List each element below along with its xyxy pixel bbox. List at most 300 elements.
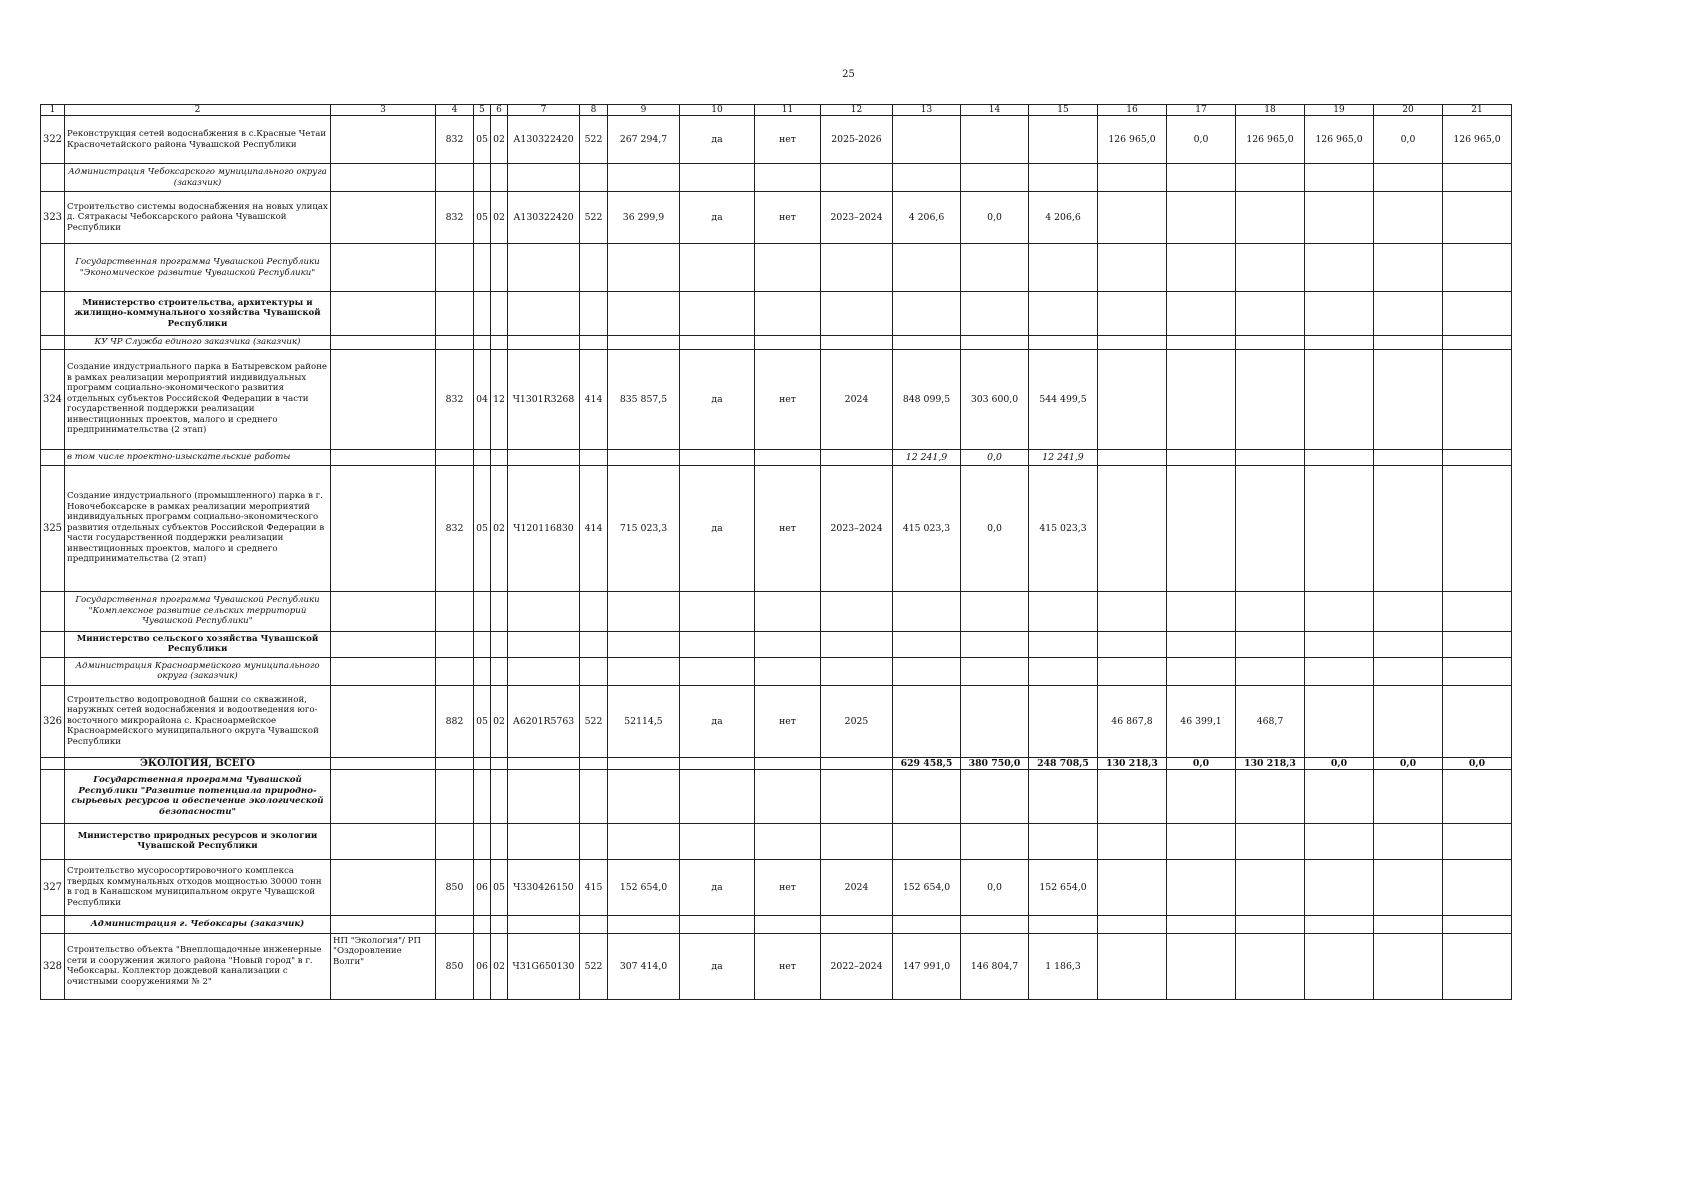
cell (1167, 164, 1236, 192)
cell (1098, 449, 1167, 465)
cell (1374, 859, 1443, 915)
cell (491, 769, 508, 823)
cell (755, 915, 821, 933)
cell: 307 414,0 (608, 933, 680, 999)
row-project (331, 449, 436, 465)
column-header: 10 (680, 105, 755, 116)
row-project (331, 292, 436, 336)
row-description: Строительство мусоросортировочного комплекса твердых коммунальных отходов мощностью 30000 тонн в год в Канашском муниципальном округе Чувашской Республики (65, 859, 331, 915)
cell (1305, 292, 1374, 336)
table-row (41, 244, 1512, 292)
cell (755, 631, 821, 657)
cell (1236, 465, 1305, 591)
cell (1374, 449, 1443, 465)
cell (821, 631, 893, 657)
cell (680, 292, 755, 336)
cell (893, 823, 961, 859)
cell: 303 600,0 (961, 349, 1029, 449)
row-project (331, 244, 436, 292)
cell (474, 449, 491, 465)
cell (1167, 465, 1236, 591)
cell (580, 449, 608, 465)
cell (1374, 823, 1443, 859)
cell (1305, 657, 1374, 685)
cell (1305, 449, 1374, 465)
cell (755, 336, 821, 350)
cell (1305, 769, 1374, 823)
row-number: 324 (41, 349, 65, 449)
cell (474, 244, 491, 292)
cell (1443, 933, 1512, 999)
cell (580, 244, 608, 292)
cell (821, 657, 893, 685)
cell (1098, 631, 1167, 657)
cell (1443, 465, 1512, 591)
cell (491, 591, 508, 631)
cell: 46 399,1 (1167, 685, 1236, 757)
cell (893, 591, 961, 631)
column-header: 19 (1305, 105, 1374, 116)
cell: 2023–2024 (821, 465, 893, 591)
cell (1236, 769, 1305, 823)
row-description: Государственная программа Чувашской Республики "Комплексное развитие сельских территорий Чувашской Республики" (65, 591, 331, 631)
cell: 4 206,6 (893, 192, 961, 244)
cell (580, 164, 608, 192)
cell: нет (755, 192, 821, 244)
cell (608, 244, 680, 292)
row-number (41, 244, 65, 292)
investment-objects-table (40, 104, 1512, 1000)
table-row (41, 465, 1512, 591)
cell (608, 823, 680, 859)
table-row (41, 769, 1512, 823)
cell (508, 591, 580, 631)
cell: Ч330426150 (508, 859, 580, 915)
cell (580, 336, 608, 350)
column-header: 6 (491, 105, 508, 116)
cell: нет (755, 859, 821, 915)
cell: 267 294,7 (608, 116, 680, 164)
cell: нет (755, 933, 821, 999)
cell (1374, 657, 1443, 685)
cell (1443, 336, 1512, 350)
cell (491, 657, 508, 685)
cell (1374, 292, 1443, 336)
cell (1098, 591, 1167, 631)
cell (821, 292, 893, 336)
cell (1305, 244, 1374, 292)
cell: 522 (580, 116, 608, 164)
cell (436, 164, 474, 192)
cell: да (680, 349, 755, 449)
cell: да (680, 933, 755, 999)
column-header: 12 (821, 105, 893, 116)
cell (1236, 449, 1305, 465)
cell (1029, 823, 1098, 859)
cell (508, 244, 580, 292)
row-project (331, 757, 436, 769)
cell (755, 292, 821, 336)
row-description: Администрация г. Чебоксары (заказчик) (65, 915, 331, 933)
cell (508, 292, 580, 336)
row-number: 325 (41, 465, 65, 591)
row-number (41, 769, 65, 823)
cell (1029, 244, 1098, 292)
cell (680, 915, 755, 933)
cell (755, 823, 821, 859)
cell: 415 023,3 (893, 465, 961, 591)
cell (491, 336, 508, 350)
cell (491, 292, 508, 336)
cell: 2025-2026 (821, 116, 893, 164)
row-description: Строительство объекта "Внеплощадочные инженерные сети и сооружения жилого района "Новый город" в г. Чебоксары. Коллектор дождевой канализации с очистными сооружениями № 2" (65, 933, 331, 999)
cell (580, 823, 608, 859)
cell: 715 023,3 (608, 465, 680, 591)
row-project (331, 657, 436, 685)
row-description: Администрация Чебоксарского муниципального округа (заказчик) (65, 164, 331, 192)
cell (436, 757, 474, 769)
cell (608, 657, 680, 685)
cell (1305, 823, 1374, 859)
cell (1029, 685, 1098, 757)
cell (1167, 769, 1236, 823)
cell: 850 (436, 933, 474, 999)
row-description: Министерство сельского хозяйства Чувашской Республики (65, 631, 331, 657)
column-header: 1 (41, 105, 65, 116)
cell: 2023–2024 (821, 192, 893, 244)
cell (474, 657, 491, 685)
cell (508, 823, 580, 859)
cell (1443, 164, 1512, 192)
cell (1374, 244, 1443, 292)
cell (1167, 591, 1236, 631)
cell (491, 823, 508, 859)
cell (1443, 685, 1512, 757)
cell (1167, 292, 1236, 336)
cell: 0,0 (1305, 757, 1374, 769)
cell (1167, 192, 1236, 244)
table-row (41, 685, 1512, 757)
row-project (331, 915, 436, 933)
column-header: 9 (608, 105, 680, 116)
cell (961, 657, 1029, 685)
cell (1374, 915, 1443, 933)
cell: да (680, 116, 755, 164)
cell (1443, 769, 1512, 823)
cell (1374, 465, 1443, 591)
cell (1305, 465, 1374, 591)
cell: Ч31G650130 (508, 933, 580, 999)
cell (961, 823, 1029, 859)
cell: 882 (436, 685, 474, 757)
cell (1236, 244, 1305, 292)
cell (508, 915, 580, 933)
cell (580, 631, 608, 657)
cell: 4 206,6 (1029, 192, 1098, 244)
cell: 848 099,5 (893, 349, 961, 449)
column-header: 8 (580, 105, 608, 116)
column-header: 2 (65, 105, 331, 116)
cell (961, 591, 1029, 631)
cell: 152 654,0 (608, 859, 680, 915)
cell: 248 708,5 (1029, 757, 1098, 769)
cell (893, 915, 961, 933)
row-project (331, 116, 436, 164)
cell: 380 750,0 (961, 757, 1029, 769)
table-row (41, 449, 1512, 465)
table-row (41, 164, 1512, 192)
column-header: 14 (961, 105, 1029, 116)
cell: 02 (491, 192, 508, 244)
cell (1029, 164, 1098, 192)
cell (1029, 116, 1098, 164)
row-description: Создание индустриального парка в Батыревском районе в рамках реализации мероприятий индивидуальных программ социально-экономического развития отдельных субъектов Российской Федерации в части государственной поддержки реализации инвестиционных проектов, малого и среднего предпринимательства (2 этап) (65, 349, 331, 449)
cell (1098, 657, 1167, 685)
row-number (41, 631, 65, 657)
cell: 414 (580, 465, 608, 591)
row-description: Министерство природных ресурсов и экологии Чувашской Республики (65, 823, 331, 859)
cell (680, 244, 755, 292)
cell (1167, 823, 1236, 859)
cell (1443, 449, 1512, 465)
cell (436, 769, 474, 823)
cell: 05 (474, 116, 491, 164)
cell (608, 915, 680, 933)
cell (1098, 244, 1167, 292)
row-number (41, 591, 65, 631)
table-row (41, 292, 1512, 336)
cell (1098, 164, 1167, 192)
cell: 152 654,0 (893, 859, 961, 915)
cell (1374, 192, 1443, 244)
cell (491, 915, 508, 933)
cell (1443, 657, 1512, 685)
cell (821, 757, 893, 769)
cell: 05 (474, 685, 491, 757)
row-project (331, 349, 436, 449)
row-number (41, 657, 65, 685)
row-number: 322 (41, 116, 65, 164)
cell (1167, 657, 1236, 685)
cell (1167, 915, 1236, 933)
cell (491, 164, 508, 192)
cell (580, 591, 608, 631)
cell (508, 449, 580, 465)
row-number (41, 292, 65, 336)
cell (436, 915, 474, 933)
column-header: 4 (436, 105, 474, 116)
cell (608, 757, 680, 769)
table-row (41, 757, 1512, 769)
cell: 850 (436, 859, 474, 915)
cell: 0,0 (1374, 757, 1443, 769)
cell (1374, 591, 1443, 631)
cell (508, 657, 580, 685)
table-row (41, 116, 1512, 164)
cell: 0,0 (1443, 757, 1512, 769)
column-header: 18 (1236, 105, 1305, 116)
cell (436, 631, 474, 657)
table-row (41, 657, 1512, 685)
cell: 0,0 (1167, 757, 1236, 769)
cell (680, 449, 755, 465)
page-number: 25 (842, 69, 855, 80)
column-header: 5 (474, 105, 491, 116)
row-description: Государственная программа Чувашской Республики "Экономическое развитие Чувашской Республики" (65, 244, 331, 292)
table-row (41, 591, 1512, 631)
cell: да (680, 192, 755, 244)
row-number (41, 449, 65, 465)
cell: да (680, 685, 755, 757)
cell (1305, 164, 1374, 192)
cell (755, 657, 821, 685)
cell (1167, 631, 1236, 657)
cell (1305, 915, 1374, 933)
cell: 0,0 (1167, 116, 1236, 164)
row-number: 326 (41, 685, 65, 757)
cell (1167, 336, 1236, 350)
cell (1236, 915, 1305, 933)
cell (1236, 823, 1305, 859)
cell: 12 241,9 (1029, 449, 1098, 465)
column-header: 7 (508, 105, 580, 116)
cell: нет (755, 349, 821, 449)
cell (1305, 685, 1374, 757)
cell: 05 (474, 465, 491, 591)
cell (436, 244, 474, 292)
row-description: Создание индустриального (промышленного) парка в г. Новочебоксарске в рамках реализации мероприятий индивидуальных программ социально-экономического развития отдельных субъектов Российской Федерации в части государственной поддержки реализации инвестиционных проектов, малого и среднего предпринимательства (2 этап) (65, 465, 331, 591)
cell: нет (755, 685, 821, 757)
cell (1098, 915, 1167, 933)
cell (1305, 349, 1374, 449)
cell (893, 292, 961, 336)
cell: Ч1301R3268 (508, 349, 580, 449)
row-number: 328 (41, 933, 65, 999)
row-description: КУ ЧР Служба единого заказчика (заказчик) (65, 336, 331, 350)
cell: 02 (491, 933, 508, 999)
cell (1305, 859, 1374, 915)
table-row (41, 192, 1512, 244)
cell (961, 244, 1029, 292)
row-number: 323 (41, 192, 65, 244)
cell (1374, 336, 1443, 350)
column-header: 11 (755, 105, 821, 116)
row-description: Государственная программа Чувашской Республики "Развитие потенциала природно-сырьевых ресурсов и обеспечение экологической безопасности" (65, 769, 331, 823)
cell (1236, 631, 1305, 657)
cell (961, 769, 1029, 823)
cell (580, 915, 608, 933)
cell (608, 164, 680, 192)
cell: 832 (436, 192, 474, 244)
cell: 147 991,0 (893, 933, 961, 999)
cell (436, 449, 474, 465)
cell (1098, 192, 1167, 244)
cell (893, 336, 961, 350)
cell (474, 915, 491, 933)
cell (436, 336, 474, 350)
cell: 02 (491, 685, 508, 757)
cell: 832 (436, 116, 474, 164)
cell (1443, 915, 1512, 933)
cell: 36 299,9 (608, 192, 680, 244)
cell (821, 164, 893, 192)
cell: 126 965,0 (1305, 116, 1374, 164)
row-description: Реконструкция сетей водоснабжения в с.Красные Четаи Красночетайского района Чувашской Республики (65, 116, 331, 164)
cell (1236, 591, 1305, 631)
cell (961, 685, 1029, 757)
cell (755, 244, 821, 292)
cell (1167, 349, 1236, 449)
cell: 544 499,5 (1029, 349, 1098, 449)
cell (491, 449, 508, 465)
cell (680, 823, 755, 859)
cell (608, 292, 680, 336)
cell: 522 (580, 933, 608, 999)
cell (508, 164, 580, 192)
cell: 05 (491, 859, 508, 915)
cell (893, 164, 961, 192)
cell (821, 591, 893, 631)
cell (821, 915, 893, 933)
cell (1236, 292, 1305, 336)
cell: 46 867,8 (1098, 685, 1167, 757)
cell: 02 (491, 465, 508, 591)
cell (1236, 336, 1305, 350)
cell (608, 449, 680, 465)
cell (1305, 631, 1374, 657)
table-row (41, 933, 1512, 999)
cell (1029, 591, 1098, 631)
cell (755, 591, 821, 631)
cell: 152 654,0 (1029, 859, 1098, 915)
cell (821, 769, 893, 823)
column-header: 13 (893, 105, 961, 116)
cell (474, 292, 491, 336)
cell (680, 657, 755, 685)
cell (474, 769, 491, 823)
cell (1443, 591, 1512, 631)
cell: 06 (474, 859, 491, 915)
cell: 146 804,7 (961, 933, 1029, 999)
cell (1374, 685, 1443, 757)
row-project (331, 685, 436, 757)
cell (474, 591, 491, 631)
row-description: Министерство строительства, архитектуры и жилищно-коммунального хозяйства Чувашской Республики (65, 292, 331, 336)
row-description: Строительство водопроводной башни со скважиной, наружных сетей водоснабжения и водоотведения юго-восточного микрорайона с. Красноармейское Красноармейского муниципального округа Чувашской Республики (65, 685, 331, 757)
row-project (331, 164, 436, 192)
cell (436, 591, 474, 631)
cell (508, 631, 580, 657)
cell (1167, 859, 1236, 915)
cell (474, 631, 491, 657)
cell (821, 823, 893, 859)
cell (1236, 657, 1305, 685)
cell: 2024 (821, 859, 893, 915)
cell (1098, 823, 1167, 859)
cell (961, 292, 1029, 336)
cell: нет (755, 116, 821, 164)
cell (1236, 349, 1305, 449)
cell (1305, 336, 1374, 350)
cell: 130 218,3 (1098, 757, 1167, 769)
cell (508, 336, 580, 350)
cell: 0,0 (961, 859, 1029, 915)
row-description: в том числе проектно-изыскательские работы (65, 449, 331, 465)
cell: 835 857,5 (608, 349, 680, 449)
cell: 02 (491, 116, 508, 164)
row-project (331, 591, 436, 631)
cell (580, 292, 608, 336)
